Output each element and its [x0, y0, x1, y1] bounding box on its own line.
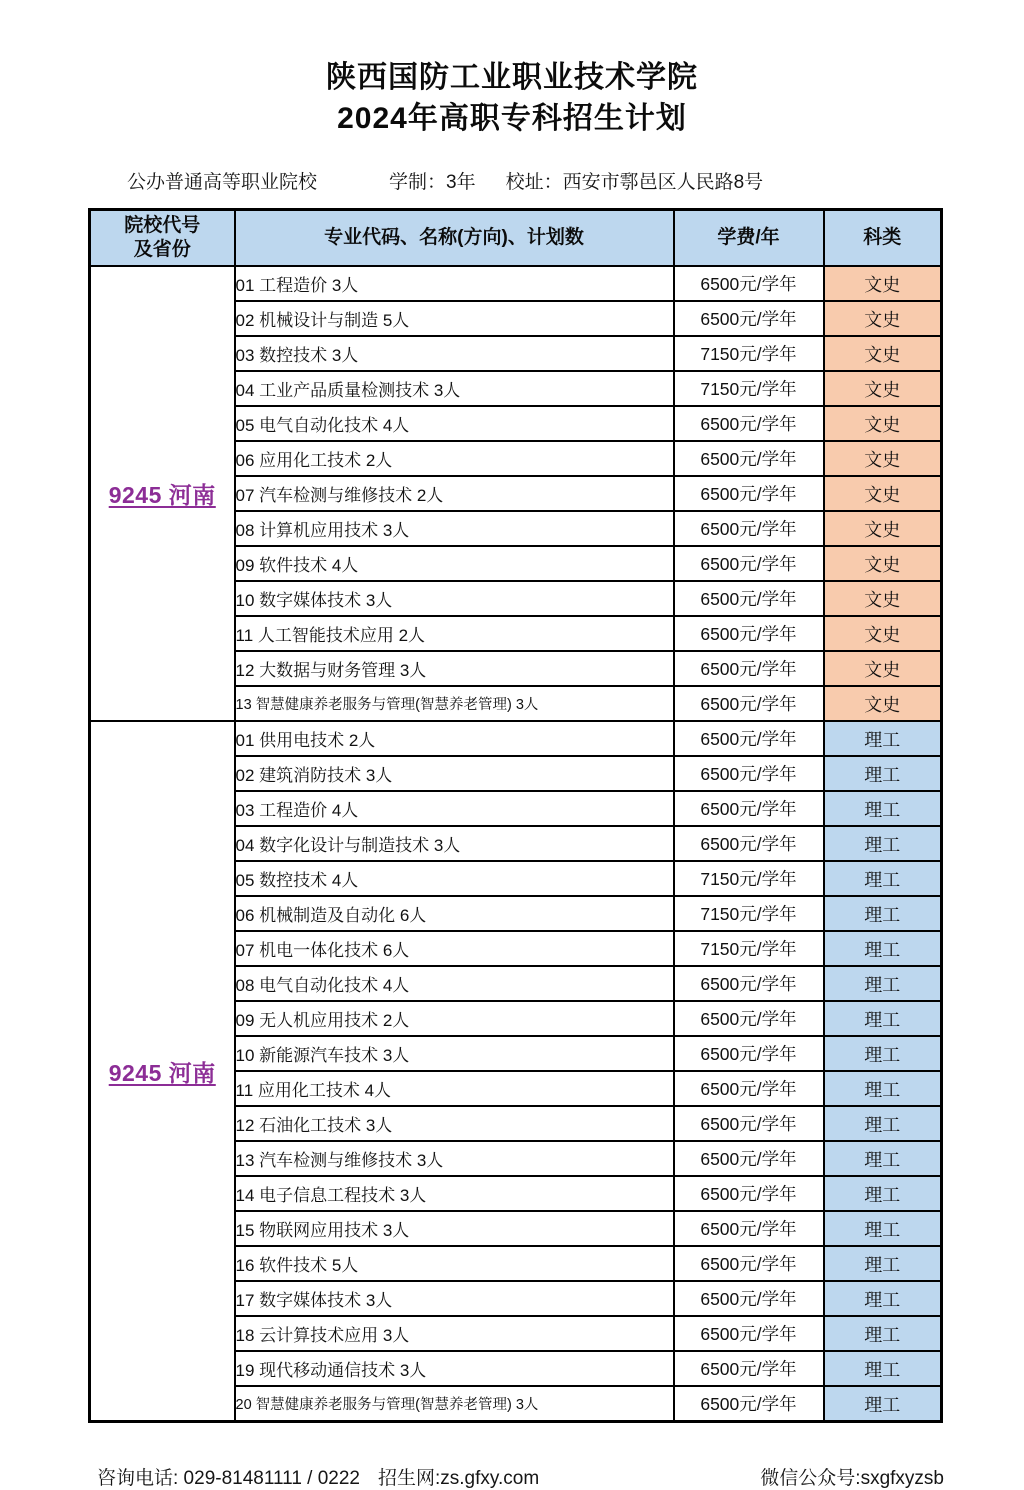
category-cell: 文史 [824, 686, 942, 721]
major-cell: 05 数控技术 4人 [235, 861, 674, 896]
fee-cell: 6500元/学年 [674, 1246, 824, 1281]
college-code-label: 9245 河南 [108, 1059, 216, 1086]
major-cell: 07 汽车检测与维修技术 2人 [235, 476, 674, 511]
major-cell: 12 石油化工技术 3人 [235, 1106, 674, 1141]
header-college-code-line2: 及省份 [133, 239, 191, 260]
major-cell: 07 机电一体化技术 6人 [235, 931, 674, 966]
category-cell: 理工 [824, 1386, 942, 1422]
table-header-row [90, 210, 942, 267]
major-cell: 03 数控技术 3人 [235, 336, 674, 371]
school-info-line [127, 167, 1024, 194]
fee-cell: 7150元/学年 [674, 371, 824, 406]
header-college-code [90, 210, 235, 267]
fee-cell: 6500元/学年 [674, 1351, 824, 1386]
admissions-website-label: 招生网:zs.gfxy.com [378, 1468, 540, 1489]
major-cell: 15 物联网应用技术 3人 [235, 1211, 674, 1246]
document-footer [97, 1463, 944, 1490]
college-code-cell [90, 721, 235, 1422]
fee-cell: 6500元/学年 [674, 721, 824, 756]
category-cell: 理工 [824, 966, 942, 1001]
category-cell: 理工 [824, 1316, 942, 1351]
category-cell: 文史 [824, 546, 942, 581]
fee-cell: 6500元/学年 [674, 1141, 824, 1176]
fee-cell: 6500元/学年 [674, 966, 824, 1001]
fee-cell: 6500元/学年 [674, 616, 824, 651]
fee-cell: 6500元/学年 [674, 1106, 824, 1141]
category-cell: 理工 [824, 1281, 942, 1316]
category-cell: 理工 [824, 896, 942, 931]
major-cell: 03 工程造价 4人 [235, 791, 674, 826]
category-cell: 理工 [824, 861, 942, 896]
duration-label: 学制：3年 [389, 172, 476, 193]
major-cell: 08 计算机应用技术 3人 [235, 511, 674, 546]
major-cell: 14 电子信息工程技术 3人 [235, 1176, 674, 1211]
category-cell: 理工 [824, 1036, 942, 1071]
school-type-label: 公办普通高等职业院校 [127, 172, 318, 193]
address-label: 校址：西安市鄠邑区人民路8号 [505, 172, 764, 193]
major-cell: 18 云计算技术应用 3人 [235, 1316, 674, 1351]
major-cell: 02 机械设计与制造 5人 [235, 301, 674, 336]
fee-cell: 6500元/学年 [674, 1036, 824, 1071]
fee-cell: 6500元/学年 [674, 1071, 824, 1106]
major-cell: 16 软件技术 5人 [235, 1246, 674, 1281]
wechat-account-label: 微信公众号:sxgfxyzsb [760, 1468, 944, 1489]
category-cell: 文史 [824, 651, 942, 686]
fee-cell: 6500元/学年 [674, 1386, 824, 1422]
major-cell: 01 供用电技术 2人 [235, 721, 674, 756]
major-cell: 12 大数据与财务管理 3人 [235, 651, 674, 686]
header-fee: 学费/年 [674, 210, 824, 267]
header-college-code-line1: 院校代号 [124, 215, 201, 237]
major-cell: 10 数字媒体技术 3人 [235, 581, 674, 616]
major-cell: 13 智慧健康养老服务与管理(智慧养老管理) 3人 [235, 686, 674, 721]
table-body [90, 266, 942, 1422]
fee-cell: 6500元/学年 [674, 511, 824, 546]
category-cell: 文史 [824, 266, 942, 301]
category-cell: 理工 [824, 1246, 942, 1281]
category-cell: 理工 [824, 1071, 942, 1106]
major-cell: 01 工程造价 3人 [235, 266, 674, 301]
header-major: 专业代码、名称(方向)、计划数 [235, 210, 674, 267]
major-cell: 20 智慧健康养老服务与管理(智慧养老管理) 3人 [235, 1386, 674, 1422]
category-cell: 理工 [824, 756, 942, 791]
category-cell: 理工 [824, 826, 942, 861]
document-header [0, 0, 1024, 139]
fee-cell: 6500元/学年 [674, 546, 824, 581]
category-cell: 理工 [824, 1001, 942, 1036]
major-cell: 17 数字媒体技术 3人 [235, 1281, 674, 1316]
header-category: 科类 [824, 210, 942, 267]
fee-cell: 6500元/学年 [674, 476, 824, 511]
category-cell: 理工 [824, 1176, 942, 1211]
fee-cell: 7150元/学年 [674, 861, 824, 896]
table-row [90, 721, 942, 756]
college-code-cell [90, 266, 235, 721]
fee-cell: 6500元/学年 [674, 406, 824, 441]
major-cell: 19 现代移动通信技术 3人 [235, 1351, 674, 1386]
category-cell: 文史 [824, 406, 942, 441]
fee-cell: 6500元/学年 [674, 581, 824, 616]
fee-cell: 6500元/学年 [674, 826, 824, 861]
major-cell: 10 新能源汽车技术 3人 [235, 1036, 674, 1071]
category-cell: 文史 [824, 371, 942, 406]
fee-cell: 6500元/学年 [674, 791, 824, 826]
plan-title: 2024年高职专科招生计划 [337, 101, 687, 135]
fee-cell: 6500元/学年 [674, 1001, 824, 1036]
major-cell: 06 应用化工技术 2人 [235, 441, 674, 476]
fee-cell: 6500元/学年 [674, 756, 824, 791]
contact-phone-label: 咨询电话: 029-81481111 / 0222 [97, 1468, 360, 1489]
major-cell: 11 人工智能技术应用 2人 [235, 616, 674, 651]
category-cell: 理工 [824, 721, 942, 756]
fee-cell: 7150元/学年 [674, 896, 824, 931]
category-cell: 理工 [824, 791, 942, 826]
category-cell: 理工 [824, 1351, 942, 1386]
fee-cell: 6500元/学年 [674, 651, 824, 686]
category-cell: 理工 [824, 931, 942, 966]
major-cell: 13 汽车检测与维修技术 3人 [235, 1141, 674, 1176]
college-code-label: 9245 河南 [108, 482, 216, 508]
fee-cell: 6500元/学年 [674, 441, 824, 476]
fee-cell: 6500元/学年 [674, 301, 824, 336]
fee-cell: 6500元/学年 [674, 266, 824, 301]
school-name-title: 陕西国防工业职业技术学院 [326, 61, 698, 94]
major-cell: 11 应用化工技术 4人 [235, 1071, 674, 1106]
category-cell: 理工 [824, 1141, 942, 1176]
category-cell: 文史 [824, 511, 942, 546]
major-cell: 06 机械制造及自动化 6人 [235, 896, 674, 931]
category-cell: 文史 [824, 616, 942, 651]
category-cell: 理工 [824, 1211, 942, 1246]
fee-cell: 6500元/学年 [674, 1281, 824, 1316]
major-cell: 04 工业产品质量检测技术 3人 [235, 371, 674, 406]
table-row [90, 266, 942, 301]
major-cell: 09 无人机应用技术 2人 [235, 1001, 674, 1036]
category-cell: 文史 [824, 301, 942, 336]
major-cell: 08 电气自动化技术 4人 [235, 966, 674, 1001]
fee-cell: 6500元/学年 [674, 1176, 824, 1211]
fee-cell: 6500元/学年 [674, 1316, 824, 1351]
category-cell: 文史 [824, 336, 942, 371]
fee-cell: 6500元/学年 [674, 686, 824, 721]
fee-cell: 7150元/学年 [674, 931, 824, 966]
fee-cell: 6500元/学年 [674, 1211, 824, 1246]
category-cell: 文史 [824, 476, 942, 511]
major-cell: 02 建筑消防技术 3人 [235, 756, 674, 791]
category-cell: 文史 [824, 441, 942, 476]
enrollment-plan-table [88, 208, 943, 1423]
fee-cell: 7150元/学年 [674, 336, 824, 371]
major-cell: 04 数字化设计与制造技术 3人 [235, 826, 674, 861]
major-cell: 05 电气自动化技术 4人 [235, 406, 674, 441]
category-cell: 理工 [824, 1106, 942, 1141]
major-cell: 09 软件技术 4人 [235, 546, 674, 581]
category-cell: 文史 [824, 581, 942, 616]
